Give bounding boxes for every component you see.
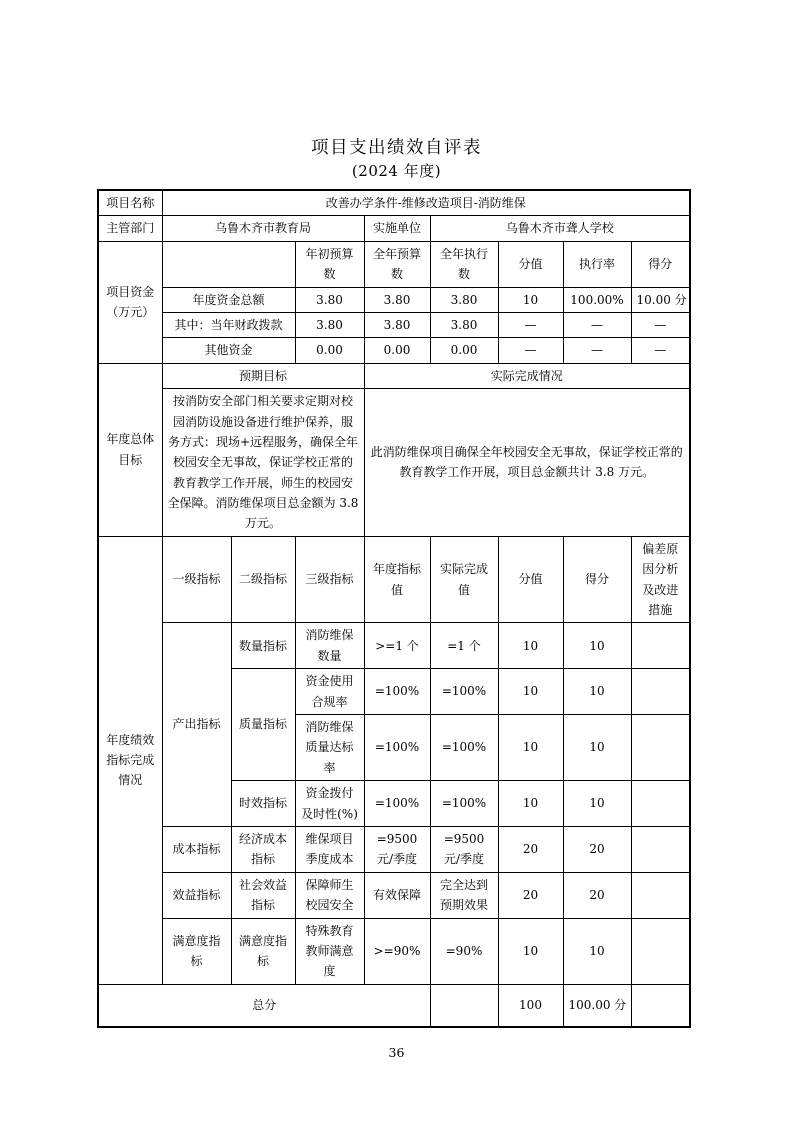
cell-actual: 完全达到预期效果 xyxy=(430,872,498,918)
funding-col-header-score: 得分 xyxy=(631,241,690,287)
cell-deviation xyxy=(631,918,690,984)
cell-l3: 资金使用合规率 xyxy=(295,669,364,715)
cell-target: =100% xyxy=(364,669,430,715)
indicator-row-cost xyxy=(98,826,690,872)
cell-l2: 时效指标 xyxy=(231,781,295,827)
indicator-col-header-score: 得分 xyxy=(563,536,631,623)
indicator-col-header-l2: 二级指标 xyxy=(231,536,295,623)
cell-l1-benefit: 效益指标 xyxy=(162,872,231,918)
cell-deviation xyxy=(631,826,690,872)
funding-cell: — xyxy=(631,312,690,337)
cell-score-value: 10 xyxy=(498,714,563,780)
unit-value: 乌鲁木齐市聋人学校 xyxy=(430,216,690,241)
cell-actual: =1 个 xyxy=(430,623,498,669)
total-score-value: 100 xyxy=(498,984,563,1027)
cell-l1-output: 产出指标 xyxy=(162,623,231,827)
row-goal-header xyxy=(98,363,690,388)
funding-col-header-executed: 全年执行数 xyxy=(430,241,498,287)
cell-l1-cost: 成本指标 xyxy=(162,826,231,872)
cell-score: 10 xyxy=(563,918,631,984)
total-row-label: 总分 xyxy=(98,984,430,1027)
funding-cell: — xyxy=(563,312,631,337)
cell-target: 有效保障 xyxy=(364,872,430,918)
cell-actual: =100% xyxy=(430,781,498,827)
page-title: 项目支出绩效自评表 xyxy=(311,138,482,158)
cell-l2-quality: 质量指标 xyxy=(231,669,295,781)
row-project-name xyxy=(98,190,690,216)
cell-score-value: 20 xyxy=(498,872,563,918)
funding-cell: — xyxy=(631,338,690,363)
funding-col-header-execution-rate: 执行率 xyxy=(563,241,631,287)
cell-l3: 资金拨付及时性(%) xyxy=(295,781,364,827)
title-block xyxy=(0,0,793,182)
cell-l3: 维保项目季度成本 xyxy=(295,826,364,872)
funding-row-other xyxy=(98,338,690,363)
funding-cell: 10.00 分 xyxy=(631,287,690,312)
indicator-col-header-target: 年度指标值 xyxy=(364,536,430,623)
funding-row-total xyxy=(98,287,690,312)
dept-value: 乌鲁木齐市教育局 xyxy=(162,216,364,241)
row-total-score xyxy=(98,984,690,1027)
funding-row-fiscal xyxy=(98,312,690,337)
actual-goal-text: 此消防维保项目确保全年校园安全无事故，保证学校正常的教育教学工作开展，项目总金额共计 3.8 万元。 xyxy=(364,389,690,537)
cell-target: >=90% xyxy=(364,918,430,984)
cell-score-value: 10 xyxy=(498,781,563,827)
cell-score-value: 10 xyxy=(498,918,563,984)
cell-score-value: 20 xyxy=(498,826,563,872)
funding-cell: 0.00 xyxy=(295,338,364,363)
cell-target: >=1 个 xyxy=(364,623,430,669)
cell-score: 10 xyxy=(563,781,631,827)
cell-actual: =90% xyxy=(430,918,498,984)
project-name-value: 改善办学条件-维修改造项目-消防维保 xyxy=(162,190,690,216)
funding-cell: 3.80 xyxy=(295,312,364,337)
cell-score: 20 xyxy=(563,872,631,918)
cell-l3: 保障师生校园安全 xyxy=(295,872,364,918)
cell-deviation xyxy=(631,714,690,780)
cell-l1-satisfaction: 满意度指标 xyxy=(162,918,231,984)
funding-cell: 3.80 xyxy=(295,287,364,312)
cell-l3: 特殊教育教师满意度 xyxy=(295,918,364,984)
cell-target: =100% xyxy=(364,714,430,780)
funding-cell: — xyxy=(498,312,563,337)
indicator-col-header-score-value: 分值 xyxy=(498,536,563,623)
cell-l2: 社会效益指标 xyxy=(231,872,295,918)
cell-l2: 数量指标 xyxy=(231,623,295,669)
funding-row-label-other: 其他资金 xyxy=(162,338,295,363)
page-number: 36 xyxy=(388,1045,405,1060)
self-evaluation-table xyxy=(97,189,691,1028)
actual-goal-header: 实际完成情况 xyxy=(364,363,690,388)
cell-actual: =9500 元/季度 xyxy=(430,826,498,872)
funding-cell: 10 xyxy=(498,287,563,312)
funding-row-label: 项目资金（万元） xyxy=(98,241,162,363)
cell-target: =9500 元/季度 xyxy=(364,826,430,872)
expected-goal-header: 预期目标 xyxy=(162,363,364,388)
row-funding-header xyxy=(98,241,690,287)
funding-cell: 3.80 xyxy=(430,287,498,312)
page-subtitle: (2024 年度) xyxy=(351,162,442,180)
expected-goal-text: 按消防安全部门相关要求定期对校园消防设施设备进行维护保养，服务方式：现场+远程服务，确保全年校园安全无事故，保证学校正常的教育教学工作开展，师生的校园安全保障。消防维保项目总金额为 3.8 万元。 xyxy=(162,389,364,537)
cell-score: 10 xyxy=(563,714,631,780)
funding-col-header-score-value: 分值 xyxy=(498,241,563,287)
funding-col-header-initial-budget: 年初预算数 xyxy=(295,241,364,287)
dept-label: 主管部门 xyxy=(98,216,162,241)
funding-blank-header xyxy=(162,241,295,287)
cell-l3: 消防维保质量达标率 xyxy=(295,714,364,780)
total-blank-cell xyxy=(430,984,498,1027)
funding-cell: 100.00% xyxy=(563,287,631,312)
indicator-col-header-l1: 一级指标 xyxy=(162,536,231,623)
indicator-row-benefit xyxy=(98,872,690,918)
funding-row-label-total: 年度资金总额 xyxy=(162,287,295,312)
cell-deviation xyxy=(631,669,690,715)
cell-score: 10 xyxy=(563,669,631,715)
funding-cell: 0.00 xyxy=(364,338,430,363)
project-name-label: 项目名称 xyxy=(98,190,162,216)
funding-cell: 3.80 xyxy=(430,312,498,337)
cell-score: 20 xyxy=(563,826,631,872)
indicator-col-header-l3: 三级指标 xyxy=(295,536,364,623)
cell-score-value: 10 xyxy=(498,623,563,669)
funding-cell: 0.00 xyxy=(430,338,498,363)
funding-cell: — xyxy=(563,338,631,363)
indicator-col-header-deviation: 偏差原因分析及改进措施 xyxy=(631,536,690,623)
funding-col-header-annual-budget: 全年预算数 xyxy=(364,241,430,287)
cell-deviation xyxy=(631,623,690,669)
row-department xyxy=(98,216,690,241)
funding-row-label-fiscal: 其中：当年财政拨款 xyxy=(162,312,295,337)
indicators-row-label: 年度绩效指标完成情况 xyxy=(98,536,162,984)
goal-row-label: 年度总体目标 xyxy=(98,363,162,536)
funding-cell: 3.80 xyxy=(364,312,430,337)
cell-l2: 满意度指标 xyxy=(231,918,295,984)
indicator-row-quantity xyxy=(98,623,690,669)
funding-cell: — xyxy=(498,338,563,363)
unit-label: 实施单位 xyxy=(364,216,430,241)
row-indicator-header xyxy=(98,536,690,623)
cell-actual: =100% xyxy=(430,714,498,780)
indicator-row-satisfaction xyxy=(98,918,690,984)
cell-deviation xyxy=(631,872,690,918)
row-goal-content xyxy=(98,389,690,537)
cell-target: =100% xyxy=(364,781,430,827)
cell-deviation xyxy=(631,781,690,827)
cell-actual: =100% xyxy=(430,669,498,715)
total-score: 100.00 分 xyxy=(563,984,631,1027)
cell-l3: 消防维保数量 xyxy=(295,623,364,669)
indicator-col-header-actual: 实际完成值 xyxy=(430,536,498,623)
cell-score: 10 xyxy=(563,623,631,669)
cell-score-value: 10 xyxy=(498,669,563,715)
total-deviation-cell xyxy=(631,984,690,1027)
cell-l2: 经济成本指标 xyxy=(231,826,295,872)
funding-cell: 3.80 xyxy=(364,287,430,312)
